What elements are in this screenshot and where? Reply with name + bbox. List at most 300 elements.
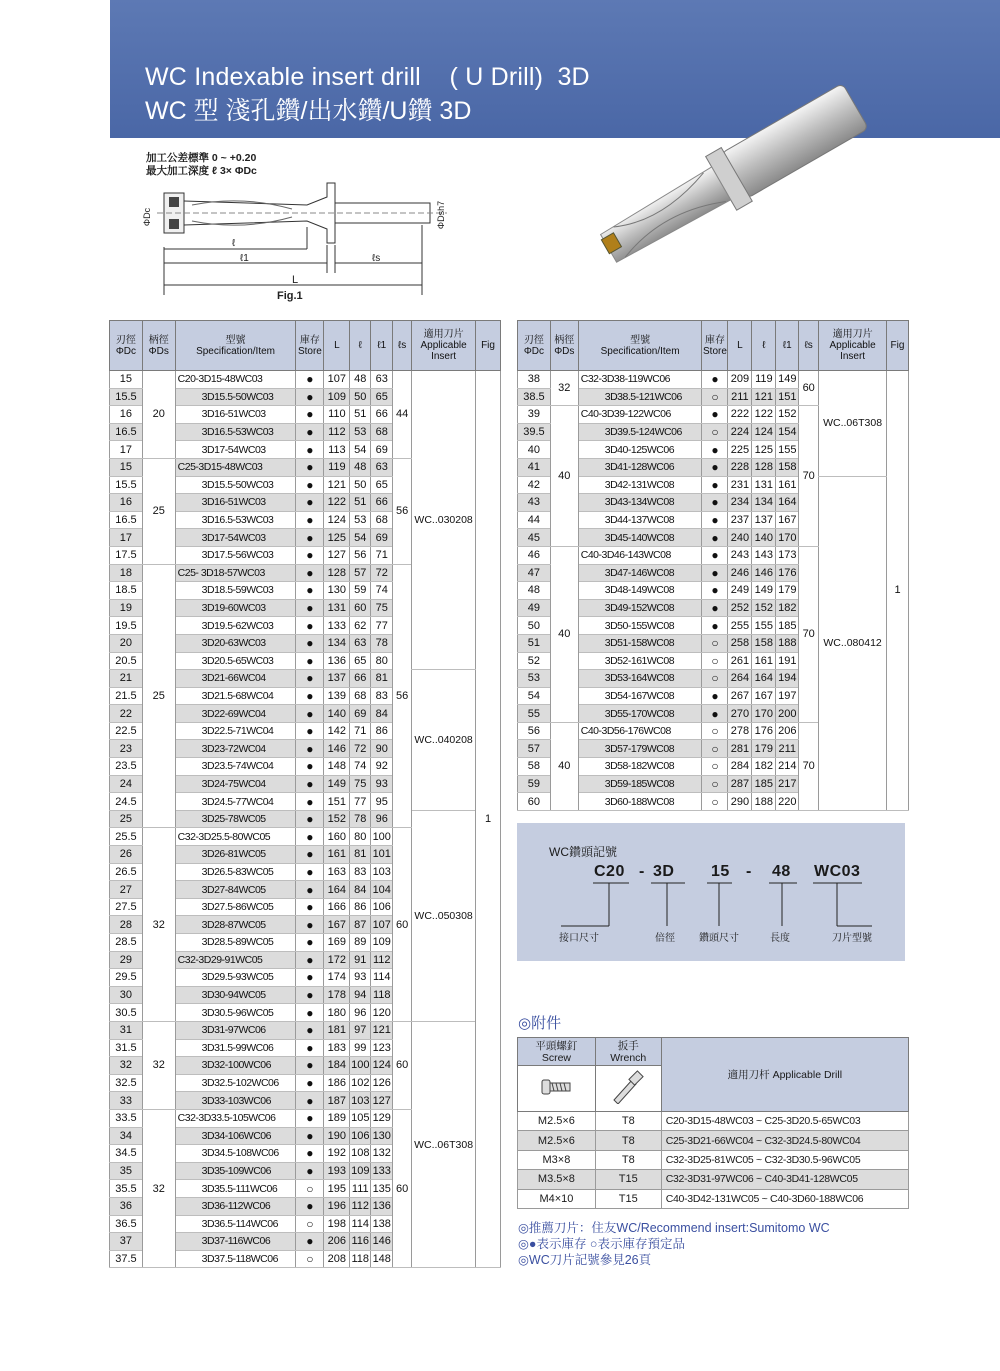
wrench-cell: T8 — [595, 1131, 661, 1150]
l1-cell: 83 — [371, 687, 393, 705]
screw-cell: M4×10 — [518, 1189, 596, 1208]
l-cell: 102 — [350, 1074, 371, 1092]
col-l: ℓ — [350, 321, 371, 371]
col-l1: ℓ1 — [371, 321, 393, 371]
screw-cell: M3.5×8 — [518, 1170, 596, 1189]
ds-cell: 32 — [142, 1021, 175, 1109]
L-cell: 152 — [324, 810, 350, 828]
spec-cell: 3D36.5-114WC06 — [175, 1215, 296, 1233]
spec-cell: 3D16.5-53WC03 — [175, 423, 296, 441]
store-cell: ● — [296, 388, 324, 406]
ls-cell: 60 — [393, 828, 412, 1022]
store-cell: ● — [702, 546, 728, 564]
store-cell: ● — [702, 564, 728, 582]
dc-cell: 17.5 — [110, 546, 143, 564]
dc-cell: 31.5 — [110, 1039, 143, 1057]
L-dimension-label: L — [292, 274, 299, 286]
L-cell: 146 — [324, 740, 350, 758]
l-cell: 116 — [350, 1233, 371, 1251]
store-cell: ● — [296, 986, 324, 1004]
dc-cell: 23.5 — [110, 758, 143, 776]
l1-cell: 80 — [371, 652, 393, 670]
dc-cell: 33 — [110, 1092, 143, 1110]
spec-cell: 3D48-149WC08 — [578, 582, 702, 600]
store-cell: ● — [702, 705, 728, 723]
l-cell: 140 — [752, 529, 776, 547]
dc-cell: 53 — [518, 670, 551, 688]
spec-cell: 3D18.5-59WC03 — [175, 582, 296, 600]
l1-cell: 206 — [776, 722, 799, 740]
l-cell: 59 — [350, 582, 371, 600]
l1-cell: 130 — [371, 1127, 393, 1145]
L-cell: 246 — [728, 564, 752, 582]
dc-cell: 37.5 — [110, 1250, 143, 1268]
spec-cell: 3D30-94WC05 — [175, 986, 296, 1004]
l-cell: 63 — [350, 634, 371, 652]
spec-cell: 3D21-66WC04 — [175, 670, 296, 688]
ds-cell: 32 — [142, 828, 175, 1022]
dc-cell: 51 — [518, 634, 551, 652]
L-cell: 252 — [728, 599, 752, 617]
l1-cell: 68 — [371, 423, 393, 441]
insert-cell: WC..040208 — [412, 670, 476, 811]
code-part-length: 48 — [772, 863, 791, 880]
drill-range-cell: C25-3D21-66WC04 ~ C32-3D24.5-80WC04 — [661, 1131, 908, 1150]
l-cell: 81 — [350, 846, 371, 864]
l1-cell: 124 — [371, 1057, 393, 1075]
dc-cell: 34.5 — [110, 1145, 143, 1163]
L-cell: 172 — [324, 951, 350, 969]
ds-cell: 32 — [550, 371, 578, 406]
dc-cell: 24 — [110, 775, 143, 793]
tolerance-text: 加工公差標準 0 ~ +0.20 — [146, 152, 257, 164]
col-screw: 平頭螺釘 Screw — [518, 1038, 596, 1066]
l1-cell: 152 — [776, 406, 799, 424]
l1-cell: 191 — [776, 652, 799, 670]
dc-cell: 58 — [518, 758, 551, 776]
l1-cell: 63 — [371, 458, 393, 476]
L-cell: 189 — [324, 1109, 350, 1127]
col-insert: 適用刀片 Applicable Insert — [819, 321, 887, 371]
spec-cell: 3D31.5-99WC06 — [175, 1039, 296, 1057]
l1-cell: 74 — [371, 582, 393, 600]
dc-cell: 42 — [518, 476, 551, 494]
col-ds: 柄徑 ΦDs — [142, 321, 175, 371]
dc-cell: 36 — [110, 1197, 143, 1215]
spec-cell: 3D16-51WC03 — [175, 406, 296, 424]
l1-cell: 217 — [776, 775, 799, 793]
spec-cell: 3D55-170WC08 — [578, 705, 702, 723]
L-cell: 211 — [728, 388, 752, 406]
dc-cell: 16 — [110, 406, 143, 424]
dc-cell: 16.5 — [110, 423, 143, 441]
col-dc: 刃徑 ΦDc — [110, 321, 143, 371]
l1-cell: 69 — [371, 529, 393, 547]
dc-cell: 30.5 — [110, 1004, 143, 1022]
store-cell: ● — [296, 898, 324, 916]
l1-cell: 211 — [776, 740, 799, 758]
store-cell: ● — [296, 582, 324, 600]
spec-cell: 3D60-188WC08 — [578, 793, 702, 811]
l-cell: 87 — [350, 916, 371, 934]
store-cell: ● — [296, 1162, 324, 1180]
insert-cell: WC..06T308 — [412, 1021, 476, 1267]
spec-cell: 3D37-116WC06 — [175, 1233, 296, 1251]
l1-cell: 194 — [776, 670, 799, 688]
wrench-cell: T8 — [595, 1150, 661, 1169]
l-cell: 124 — [752, 423, 776, 441]
table-row — [518, 1112, 909, 1131]
L-cell: 124 — [324, 511, 350, 529]
l1-cell: 151 — [776, 388, 799, 406]
l-cell: 109 — [350, 1162, 371, 1180]
L-cell: 240 — [728, 529, 752, 547]
spec-cell: 3D15.5-50WC03 — [175, 476, 296, 494]
store-cell: ● — [296, 617, 324, 635]
L-cell: 278 — [728, 722, 752, 740]
wc-code-title: WC鑽頭記號 — [549, 845, 617, 859]
drill-range-cell: C40-3D42-131WC05 ~ C40-3D60-188WC06 — [661, 1189, 908, 1208]
l1-cell: 129 — [371, 1109, 393, 1127]
l-cell: 96 — [350, 1004, 371, 1022]
ls-cell: 70 — [799, 406, 819, 547]
L-cell: 249 — [728, 582, 752, 600]
l1-cell: 66 — [371, 494, 393, 512]
spec-cell: 3D45-140WC08 — [578, 529, 702, 547]
dc-cell: 45 — [518, 529, 551, 547]
l1-cell: 126 — [371, 1074, 393, 1092]
spec-cell: 3D20-63WC03 — [175, 634, 296, 652]
l-cell: 125 — [752, 441, 776, 459]
spec-cell: 3D38.5-121WC06 — [578, 388, 702, 406]
L-cell: 133 — [324, 617, 350, 635]
store-cell: ○ — [702, 388, 728, 406]
spec-cell: 3D43-134WC08 — [578, 494, 702, 512]
l1-cell: 75 — [371, 599, 393, 617]
label-shank-size: 接口尺寸 — [559, 933, 599, 944]
spec-cell: C32-3D38-119WC06 — [578, 371, 702, 389]
l-cell: 68 — [350, 687, 371, 705]
store-cell: ● — [296, 1233, 324, 1251]
l-cell: 50 — [350, 476, 371, 494]
ls-cell: 70 — [799, 722, 819, 810]
store-cell: ● — [296, 476, 324, 494]
l-cell: 121 — [752, 388, 776, 406]
l1-cell: 148 — [371, 1250, 393, 1268]
store-cell: ● — [296, 1004, 324, 1022]
spec-cell: C20-3D15-48WC03 — [175, 371, 296, 389]
table-row — [518, 1189, 909, 1208]
ds-cell: 40 — [550, 546, 578, 722]
l-cell: 91 — [350, 951, 371, 969]
store-cell: ● — [702, 371, 728, 389]
spec-cell: 3D41-128WC06 — [578, 458, 702, 476]
L-cell: 140 — [324, 705, 350, 723]
spec-cell: C25- 3D18-57WC03 — [175, 564, 296, 582]
l-cell: 176 — [752, 722, 776, 740]
u-drill-product-image — [560, 70, 890, 285]
l-cell: 77 — [350, 793, 371, 811]
l-cell: 137 — [752, 511, 776, 529]
ds-cell: 25 — [142, 458, 175, 564]
note-recommend-insert: ◎推薦刀片：住友WC/Recommend insert:Sumitomo WC — [518, 1221, 830, 1235]
ls-cell: 56 — [393, 564, 412, 828]
dc-cell: 26 — [110, 846, 143, 864]
l1-cell: 133 — [371, 1162, 393, 1180]
l-cell: 54 — [350, 529, 371, 547]
drill-dimension-figure — [132, 175, 462, 305]
wc-code-legend — [517, 823, 905, 961]
l-cell: 84 — [350, 881, 371, 899]
l1-cell: 90 — [371, 740, 393, 758]
code-part-insert: WC03 — [814, 863, 861, 880]
store-cell: ● — [296, 740, 324, 758]
spec-cell: 3D30.5-96WC05 — [175, 1004, 296, 1022]
l1-cell: 106 — [371, 898, 393, 916]
l1-cell: 164 — [776, 494, 799, 512]
col-spec: 型號 Specification/Item — [578, 321, 702, 371]
ls-dimension-label: ℓs — [372, 253, 381, 264]
L-cell: 119 — [324, 458, 350, 476]
wrench-icon — [595, 1066, 661, 1112]
dc-cell: 27.5 — [110, 898, 143, 916]
l1-cell: 92 — [371, 758, 393, 776]
ls-cell: 60 — [393, 1109, 412, 1267]
spec-cell: 3D24-75WC04 — [175, 775, 296, 793]
l1-cell: 176 — [776, 564, 799, 582]
drill-spec-table-right — [517, 320, 909, 811]
l1-cell: 135 — [371, 1180, 393, 1198]
col-store: 庫存 Store — [702, 321, 728, 371]
L-cell: 228 — [728, 458, 752, 476]
spec-cell: 3D35.5-111WC06 — [175, 1180, 296, 1198]
spec-cell: 3D25-78WC05 — [175, 810, 296, 828]
store-cell: ● — [296, 1109, 324, 1127]
l-cell: 60 — [350, 599, 371, 617]
l-cell: 62 — [350, 617, 371, 635]
l-cell: 71 — [350, 722, 371, 740]
depth-text: 最大加工深度 ℓ 3× ΦDc — [146, 165, 257, 177]
l1-cell: 136 — [371, 1197, 393, 1215]
L-cell: 139 — [324, 687, 350, 705]
spec-cell: 3D35-109WC06 — [175, 1162, 296, 1180]
l-cell: 51 — [350, 406, 371, 424]
dc-cell: 16.5 — [110, 511, 143, 529]
spec-cell: 3D59-185WC08 — [578, 775, 702, 793]
l1-cell: 112 — [371, 951, 393, 969]
store-cell: ○ — [702, 652, 728, 670]
store-cell: ● — [296, 564, 324, 582]
col-applicable-drill: 適用刀杆 Applicable Drill — [661, 1038, 908, 1112]
dc-cell: 38.5 — [518, 388, 551, 406]
L-cell: 127 — [324, 546, 350, 564]
store-cell: ● — [296, 828, 324, 846]
l-cell: 182 — [752, 758, 776, 776]
dc-cell: 20.5 — [110, 652, 143, 670]
store-cell: ● — [296, 846, 324, 864]
dc-cell: 44 — [518, 511, 551, 529]
dc-cell: 47 — [518, 564, 551, 582]
store-cell: ○ — [702, 793, 728, 811]
spec-cell: 3D23.5-74WC04 — [175, 758, 296, 776]
store-cell: ○ — [702, 775, 728, 793]
L-cell: 270 — [728, 705, 752, 723]
l-cell: 48 — [350, 458, 371, 476]
dc-cell: 34 — [110, 1127, 143, 1145]
dc-cell: 29.5 — [110, 969, 143, 987]
L-cell: 190 — [324, 1127, 350, 1145]
l1-cell: 114 — [371, 969, 393, 987]
label-length: 長度 — [770, 933, 790, 944]
l-cell: 114 — [350, 1215, 371, 1233]
l1-cell: 146 — [371, 1233, 393, 1251]
L-cell: 195 — [324, 1180, 350, 1198]
l-cell: 48 — [350, 371, 371, 389]
spec-cell: 3D29.5-93WC05 — [175, 969, 296, 987]
dc-cell: 57 — [518, 740, 551, 758]
dc-cell: 46 — [518, 546, 551, 564]
dc-cell: 55 — [518, 705, 551, 723]
L-cell: 169 — [324, 934, 350, 952]
l1-cell: 173 — [776, 546, 799, 564]
l1-cell: 120 — [371, 1004, 393, 1022]
dc-cell: 35.5 — [110, 1180, 143, 1198]
l-cell: 149 — [752, 582, 776, 600]
dc-cell: 15 — [110, 371, 143, 389]
note-insert-reference: ◎WC刀片記號參見26頁 — [518, 1253, 652, 1267]
l-cell: 56 — [350, 546, 371, 564]
l-cell: 128 — [752, 458, 776, 476]
L-cell: 222 — [728, 406, 752, 424]
L-cell: 112 — [324, 423, 350, 441]
store-cell: ● — [702, 582, 728, 600]
dc-cell: 21.5 — [110, 687, 143, 705]
store-cell: ● — [296, 529, 324, 547]
store-cell: ● — [296, 652, 324, 670]
col-L: L — [728, 321, 752, 371]
store-cell: ○ — [702, 634, 728, 652]
col-ls: ℓs — [393, 321, 412, 371]
store-cell: ● — [296, 687, 324, 705]
col-fig: Fig — [887, 321, 909, 371]
dc-cell: 33.5 — [110, 1109, 143, 1127]
store-cell: ○ — [296, 1250, 324, 1268]
l-dimension-label: ℓ — [232, 238, 236, 249]
l1-cell: 149 — [776, 371, 799, 389]
l-cell: 146 — [752, 564, 776, 582]
l-cell: 103 — [350, 1092, 371, 1110]
L-cell: 193 — [324, 1162, 350, 1180]
page-title: WC Indexable insert drill ( U Drill) 3D — [145, 63, 590, 91]
L-cell: 237 — [728, 511, 752, 529]
dc-cell: 27 — [110, 881, 143, 899]
spec-cell: 3D39.5-124WC06 — [578, 423, 702, 441]
screw-cell: M2.5×6 — [518, 1131, 596, 1150]
dc-cell: 21 — [110, 670, 143, 688]
code-part-ratio: 3D — [653, 863, 675, 880]
dc-cell: 18.5 — [110, 582, 143, 600]
l1-cell: 182 — [776, 599, 799, 617]
l-cell: 152 — [752, 599, 776, 617]
l-cell: 94 — [350, 986, 371, 1004]
table-row — [518, 1150, 909, 1169]
spec-cell: 3D32-100WC06 — [175, 1057, 296, 1075]
accessories-table — [517, 1037, 909, 1209]
L-cell: 125 — [324, 529, 350, 547]
L-cell: 206 — [324, 1233, 350, 1251]
l-cell: 51 — [350, 494, 371, 512]
L-cell: 134 — [324, 634, 350, 652]
dc-cell: 39.5 — [518, 423, 551, 441]
L-cell: 264 — [728, 670, 752, 688]
l1-cell: 220 — [776, 793, 799, 811]
L-cell: 163 — [324, 863, 350, 881]
l-cell: 89 — [350, 934, 371, 952]
l-cell: 83 — [350, 863, 371, 881]
l1-cell: 63 — [371, 371, 393, 389]
spec-cell: 3D19.5-62WC03 — [175, 617, 296, 635]
dc-cell: 59 — [518, 775, 551, 793]
l-cell: 167 — [752, 687, 776, 705]
store-cell: ● — [296, 423, 324, 441]
l1-cell: 185 — [776, 617, 799, 635]
store-cell: ● — [296, 634, 324, 652]
store-cell: ● — [296, 863, 324, 881]
l1-cell: 66 — [371, 406, 393, 424]
store-cell: ○ — [702, 722, 728, 740]
l1-cell: 103 — [371, 863, 393, 881]
l1-cell: 107 — [371, 916, 393, 934]
dc-cell: 25.5 — [110, 828, 143, 846]
spec-cell: 3D51-158WC08 — [578, 634, 702, 652]
fig-cell: 1 — [887, 371, 909, 811]
store-cell: ● — [702, 529, 728, 547]
store-cell: ● — [296, 1057, 324, 1075]
l1-cell: 167 — [776, 511, 799, 529]
spec-cell: C32-3D33.5-105WC06 — [175, 1109, 296, 1127]
spec-cell: C40-3D39-122WC06 — [578, 406, 702, 424]
dc-cell: 60 — [518, 793, 551, 811]
col-store: 庫存 Store — [296, 321, 324, 371]
l-cell: 118 — [350, 1250, 371, 1268]
store-cell: ● — [296, 775, 324, 793]
L-cell: 284 — [728, 758, 752, 776]
table-row — [110, 371, 501, 389]
store-cell: ○ — [296, 1180, 324, 1198]
store-cell: ● — [296, 881, 324, 899]
table-row — [110, 1021, 501, 1039]
col-ls: ℓs — [799, 321, 819, 371]
l-cell: 75 — [350, 775, 371, 793]
L-cell: 290 — [728, 793, 752, 811]
spec-cell: C25-3D15-48WC03 — [175, 458, 296, 476]
store-cell: ● — [702, 476, 728, 494]
ds-cell: 25 — [142, 564, 175, 828]
L-cell: 186 — [324, 1074, 350, 1092]
insert-cell: WC..030208 — [412, 371, 476, 670]
l1-cell: 155 — [776, 441, 799, 459]
store-cell: ○ — [702, 758, 728, 776]
L-cell: 231 — [728, 476, 752, 494]
l1-cell: 78 — [371, 634, 393, 652]
l-cell: 57 — [350, 564, 371, 582]
l-cell: 179 — [752, 740, 776, 758]
spec-cell: C40-3D56-176WC08 — [578, 722, 702, 740]
dc-cell: 17 — [110, 529, 143, 547]
insert-cell: WC..050308 — [412, 810, 476, 1021]
L-cell: 151 — [324, 793, 350, 811]
dc-cell: 15.5 — [110, 388, 143, 406]
